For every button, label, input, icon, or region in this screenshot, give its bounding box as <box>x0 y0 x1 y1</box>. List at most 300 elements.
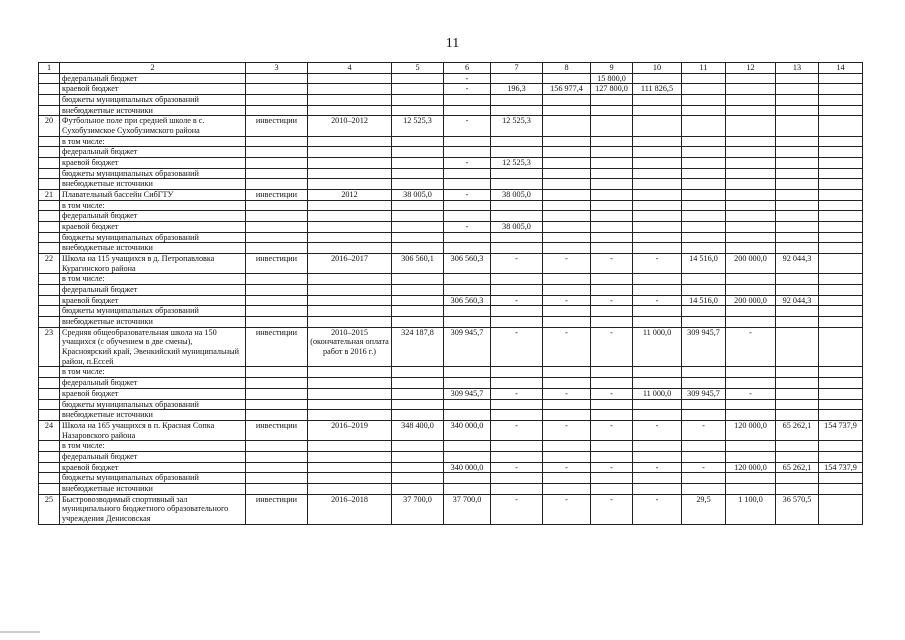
table-cell <box>726 410 776 421</box>
table-cell <box>776 179 819 190</box>
item-name-cell: Футбольное поле при средней школе в с. Сухобузимское Сухобузимского района <box>60 116 246 136</box>
table-cell <box>444 168 491 179</box>
table-cell <box>633 243 682 254</box>
table-cell: инвестиции <box>246 116 308 136</box>
table-cell <box>308 367 392 378</box>
table-cell <box>246 84 308 95</box>
table-cell <box>543 190 591 201</box>
table-cell <box>591 317 633 328</box>
row-number-cell <box>39 84 60 95</box>
row-number-cell <box>39 179 60 190</box>
row-number-cell <box>39 306 60 317</box>
table-row <box>39 73 863 84</box>
table-cell <box>543 473 591 484</box>
table-cell <box>726 483 776 494</box>
table-cell <box>392 147 444 158</box>
item-name-cell: краевой бюджет <box>60 388 246 399</box>
item-name-cell: бюджеты муниципальных образований <box>60 473 246 484</box>
row-number-cell: 24 <box>39 420 60 440</box>
table-cell <box>308 158 392 169</box>
table-cell <box>819 147 863 158</box>
table-cell <box>776 222 819 233</box>
table-cell <box>819 317 863 328</box>
row-number-cell <box>39 388 60 399</box>
table-cell <box>246 367 308 378</box>
table-cell <box>682 190 726 201</box>
table-cell <box>726 73 776 84</box>
table-cell <box>776 327 819 367</box>
item-name-cell: федеральный бюджет <box>60 147 246 158</box>
table-cell <box>726 378 776 389</box>
table-cell: 309 945,7 <box>444 388 491 399</box>
row-number-cell <box>39 95 60 106</box>
table-cell <box>633 95 682 106</box>
table-cell <box>819 388 863 399</box>
table-cell <box>392 179 444 190</box>
table-cell <box>776 168 819 179</box>
table-cell: 120 000,0 <box>726 462 776 473</box>
table-row <box>39 232 863 243</box>
table-cell <box>491 168 543 179</box>
table-cell: 38 005,0 <box>491 190 543 201</box>
table-cell <box>633 222 682 233</box>
table-cell <box>308 95 392 106</box>
table-cell <box>308 378 392 389</box>
table-cell <box>776 306 819 317</box>
table-cell <box>591 136 633 147</box>
table-cell <box>682 451 726 462</box>
table-cell: инвестиции <box>246 190 308 201</box>
table-cell: - <box>543 327 591 367</box>
table-cell <box>682 147 726 158</box>
table-cell <box>776 367 819 378</box>
table-cell <box>392 317 444 328</box>
column-number-cell: 2 <box>60 63 246 74</box>
table-cell <box>776 232 819 243</box>
table-cell <box>819 136 863 147</box>
item-name-cell: федеральный бюджет <box>60 73 246 84</box>
table-cell: 1 100,0 <box>726 494 776 524</box>
table-cell <box>776 136 819 147</box>
table-cell <box>819 473 863 484</box>
table-cell <box>591 105 633 116</box>
column-number-cell: 4 <box>308 63 392 74</box>
table-cell <box>819 367 863 378</box>
row-number-cell <box>39 451 60 462</box>
table-cell: 200 000,0 <box>726 295 776 306</box>
item-name-cell: в том числе: <box>60 274 246 285</box>
table-row <box>39 388 863 399</box>
item-name-cell: Школа на 115 учащихся в д. Петропавловка Курагинского района <box>60 254 246 274</box>
table-cell <box>682 306 726 317</box>
table-cell <box>776 483 819 494</box>
table-row <box>39 190 863 201</box>
table-cell: 11 000,0 <box>633 388 682 399</box>
column-number-row <box>39 63 863 74</box>
table-cell <box>819 211 863 222</box>
table-cell <box>819 254 863 274</box>
table-cell <box>776 274 819 285</box>
table-cell <box>591 243 633 254</box>
table-cell <box>308 441 392 452</box>
table-cell: 154 737,9 <box>819 462 863 473</box>
table-cell: - <box>444 158 491 169</box>
table-cell <box>308 147 392 158</box>
table-cell <box>682 317 726 328</box>
table-cell: - <box>491 420 543 440</box>
table-cell <box>308 295 392 306</box>
table-cell <box>491 147 543 158</box>
table-cell: 196,3 <box>491 84 543 95</box>
table-cell <box>392 378 444 389</box>
table-cell <box>819 105 863 116</box>
table-cell <box>682 179 726 190</box>
table-cell: 154 737,9 <box>819 420 863 440</box>
table-cell <box>819 222 863 233</box>
table-cell: 37 700,0 <box>392 494 444 524</box>
table-cell <box>543 168 591 179</box>
table-cell <box>543 306 591 317</box>
table-cell <box>633 147 682 158</box>
table-cell <box>444 410 491 421</box>
table-row <box>39 295 863 306</box>
table-cell: - <box>633 420 682 440</box>
item-name-cell: Средняя общеобразовательная школа на 150 учащихся (с обучением в две смены), Красноярский край, Эвенкийский муниципальный район, п.Ессей <box>60 327 246 367</box>
table-cell <box>246 388 308 399</box>
table-cell <box>308 232 392 243</box>
item-name-cell: федеральный бюджет <box>60 285 246 296</box>
table-cell <box>392 451 444 462</box>
table-cell: 309 945,7 <box>682 388 726 399</box>
table-cell <box>543 243 591 254</box>
table-cell <box>682 105 726 116</box>
table-cell <box>726 451 776 462</box>
table-cell: 37 700,0 <box>444 494 491 524</box>
table-cell: - <box>543 494 591 524</box>
page-number: 11 <box>445 36 460 51</box>
table-cell <box>444 317 491 328</box>
table-cell: - <box>682 420 726 440</box>
table-cell <box>819 399 863 410</box>
item-name-cell: в том числе: <box>60 441 246 452</box>
table-cell <box>246 451 308 462</box>
table-cell: 12 525,3 <box>491 158 543 169</box>
row-number-cell <box>39 285 60 296</box>
table-cell <box>776 285 819 296</box>
table-cell <box>633 158 682 169</box>
table-cell <box>591 285 633 296</box>
table-cell: 156 977,4 <box>543 84 591 95</box>
row-number-cell <box>39 222 60 233</box>
table-cell <box>819 243 863 254</box>
table-row <box>39 243 863 254</box>
row-number-cell <box>39 73 60 84</box>
table-cell <box>392 410 444 421</box>
row-number-cell <box>39 243 60 254</box>
table-cell <box>444 211 491 222</box>
table-cell <box>682 410 726 421</box>
table-cell: - <box>633 254 682 274</box>
table-cell <box>392 136 444 147</box>
table-cell: - <box>543 462 591 473</box>
table-cell <box>392 168 444 179</box>
table-cell <box>543 136 591 147</box>
table-cell: - <box>591 494 633 524</box>
row-number-cell <box>39 378 60 389</box>
table-cell: - <box>726 388 776 399</box>
item-name-cell: Школа на 165 учащихся в п. Красная Сопка Назаровского района <box>60 420 246 440</box>
table-cell <box>591 116 633 136</box>
row-number-cell <box>39 200 60 211</box>
table-cell <box>392 295 444 306</box>
table-cell <box>392 306 444 317</box>
row-number-cell <box>39 295 60 306</box>
table-cell <box>726 243 776 254</box>
table-cell <box>392 95 444 106</box>
table-cell: 92 044,3 <box>776 254 819 274</box>
table-cell <box>819 295 863 306</box>
table-cell <box>308 388 392 399</box>
table-cell <box>776 158 819 169</box>
column-number-cell: 13 <box>776 63 819 74</box>
table-cell: 38 005,0 <box>491 222 543 233</box>
table-cell <box>392 105 444 116</box>
row-number-cell: 21 <box>39 190 60 201</box>
table-cell <box>444 274 491 285</box>
table-row <box>39 179 863 190</box>
item-name-cell: Плавательный бассейн СибГТУ <box>60 190 246 201</box>
table-cell <box>308 274 392 285</box>
table-cell <box>444 367 491 378</box>
table-cell <box>591 399 633 410</box>
table-cell: инвестиции <box>246 254 308 274</box>
item-name-cell: внебюджетные источники <box>60 105 246 116</box>
table-row <box>39 451 863 462</box>
table-cell <box>308 399 392 410</box>
table-cell <box>682 367 726 378</box>
row-number-cell <box>39 232 60 243</box>
column-number-cell: 3 <box>246 63 308 74</box>
table-cell <box>543 410 591 421</box>
table-cell <box>726 136 776 147</box>
table-cell <box>491 451 543 462</box>
column-number-cell: 9 <box>591 63 633 74</box>
column-number-cell: 10 <box>633 63 682 74</box>
table-cell <box>726 232 776 243</box>
table-cell: 340 000,0 <box>444 462 491 473</box>
item-name-cell: в том числе: <box>60 136 246 147</box>
table-cell <box>591 147 633 158</box>
table-cell <box>776 116 819 136</box>
table-cell <box>491 441 543 452</box>
table-row <box>39 441 863 452</box>
table-cell <box>246 410 308 421</box>
table-cell: - <box>444 84 491 95</box>
table-cell <box>633 190 682 201</box>
table-cell: 111 826,5 <box>633 84 682 95</box>
table-cell <box>682 158 726 169</box>
table-cell <box>491 211 543 222</box>
row-number-cell <box>39 158 60 169</box>
table-cell <box>819 116 863 136</box>
item-name-cell: в том числе: <box>60 200 246 211</box>
table-row <box>39 473 863 484</box>
table-cell <box>726 306 776 317</box>
table-cell <box>444 441 491 452</box>
table-cell <box>633 136 682 147</box>
table-cell <box>819 274 863 285</box>
table-cell <box>543 200 591 211</box>
table-cell: - <box>591 388 633 399</box>
table-cell: - <box>444 73 491 84</box>
row-number-cell <box>39 399 60 410</box>
table-cell <box>444 95 491 106</box>
table-cell <box>444 232 491 243</box>
table-cell: 14 516,0 <box>682 295 726 306</box>
table-cell <box>726 95 776 106</box>
table-cell <box>776 451 819 462</box>
table-cell <box>392 441 444 452</box>
table-cell <box>819 95 863 106</box>
table-cell <box>591 190 633 201</box>
table-cell <box>633 168 682 179</box>
table-cell <box>633 211 682 222</box>
table-cell: 2010–2012 <box>308 116 392 136</box>
table-cell: - <box>682 462 726 473</box>
table-cell: 36 570,5 <box>776 494 819 524</box>
table-cell: - <box>491 254 543 274</box>
table-cell: 2016–2017 <box>308 254 392 274</box>
table-cell <box>444 179 491 190</box>
table-cell: 309 945,7 <box>682 327 726 367</box>
table-cell <box>444 378 491 389</box>
item-name-cell: краевой бюджет <box>60 84 246 95</box>
table-cell: - <box>444 222 491 233</box>
table-cell <box>682 378 726 389</box>
table-cell <box>633 105 682 116</box>
table-cell <box>633 483 682 494</box>
table-cell <box>591 232 633 243</box>
table-cell <box>633 399 682 410</box>
table-cell: 2010–2015 (окончательная оплата работ в 2016 г.) <box>308 327 392 367</box>
item-name-cell: краевой бюджет <box>60 158 246 169</box>
table-cell <box>308 483 392 494</box>
table-cell <box>543 95 591 106</box>
table-cell <box>246 211 308 222</box>
table-cell <box>491 136 543 147</box>
table-cell: - <box>491 327 543 367</box>
table-row <box>39 462 863 473</box>
table-cell <box>246 285 308 296</box>
table-cell: 348 400,0 <box>392 420 444 440</box>
table-row <box>39 410 863 421</box>
table-cell <box>246 483 308 494</box>
table-cell <box>491 105 543 116</box>
table-cell <box>591 158 633 169</box>
item-name-cell: бюджеты муниципальных образований <box>60 95 246 106</box>
table-cell <box>776 441 819 452</box>
item-name-cell: Быстровозводимый спортивный зал муниципального бюджетного образовательного учреждения Денисовская <box>60 494 246 524</box>
table-cell <box>591 451 633 462</box>
table-cell <box>491 232 543 243</box>
table-cell <box>392 232 444 243</box>
table-cell <box>682 84 726 95</box>
table-cell <box>444 105 491 116</box>
table-cell <box>591 179 633 190</box>
table-cell <box>726 147 776 158</box>
table-cell <box>308 179 392 190</box>
table-cell <box>633 306 682 317</box>
table-cell <box>819 451 863 462</box>
table-cell <box>776 95 819 106</box>
column-number-cell: 14 <box>819 63 863 74</box>
row-number-cell <box>39 317 60 328</box>
row-number-cell: 23 <box>39 327 60 367</box>
table-cell <box>444 136 491 147</box>
table-cell <box>491 179 543 190</box>
row-number-cell: 20 <box>39 116 60 136</box>
table-cell: - <box>491 295 543 306</box>
table-cell <box>246 136 308 147</box>
table-cell: 15 800,0 <box>591 73 633 84</box>
table-cell: 306 560,1 <box>392 254 444 274</box>
table-cell <box>819 441 863 452</box>
table-cell <box>682 95 726 106</box>
table-cell: 127 800,0 <box>591 84 633 95</box>
table-cell <box>682 473 726 484</box>
table-cell <box>776 211 819 222</box>
table-cell <box>682 399 726 410</box>
table-cell: 38 005,0 <box>392 190 444 201</box>
table-cell <box>776 73 819 84</box>
table-cell: - <box>726 327 776 367</box>
table-cell <box>819 483 863 494</box>
table-cell: - <box>591 254 633 274</box>
table-cell <box>543 317 591 328</box>
table-cell <box>308 243 392 254</box>
table-cell <box>246 222 308 233</box>
table-row <box>39 200 863 211</box>
table-cell: - <box>591 462 633 473</box>
item-name-cell: внебюджетные источники <box>60 179 246 190</box>
table-cell <box>591 441 633 452</box>
table-row <box>39 378 863 389</box>
table-cell <box>491 399 543 410</box>
table-cell <box>444 473 491 484</box>
table-cell <box>682 274 726 285</box>
table-cell <box>392 388 444 399</box>
table-row <box>39 158 863 169</box>
item-name-cell: краевой бюджет <box>60 222 246 233</box>
table-cell <box>726 274 776 285</box>
item-name-cell: внебюджетные источники <box>60 410 246 421</box>
table-row <box>39 136 863 147</box>
table-row <box>39 306 863 317</box>
table-cell: 2012 <box>308 190 392 201</box>
table-cell <box>392 84 444 95</box>
table-cell <box>819 410 863 421</box>
table-cell <box>392 399 444 410</box>
table-cell: 92 044,3 <box>776 295 819 306</box>
table-cell <box>246 200 308 211</box>
table-cell: - <box>543 254 591 274</box>
table-cell <box>591 168 633 179</box>
table-row <box>39 285 863 296</box>
table-cell <box>682 200 726 211</box>
table-cell: 306 560,3 <box>444 295 491 306</box>
table-cell <box>444 451 491 462</box>
table-cell: - <box>491 462 543 473</box>
